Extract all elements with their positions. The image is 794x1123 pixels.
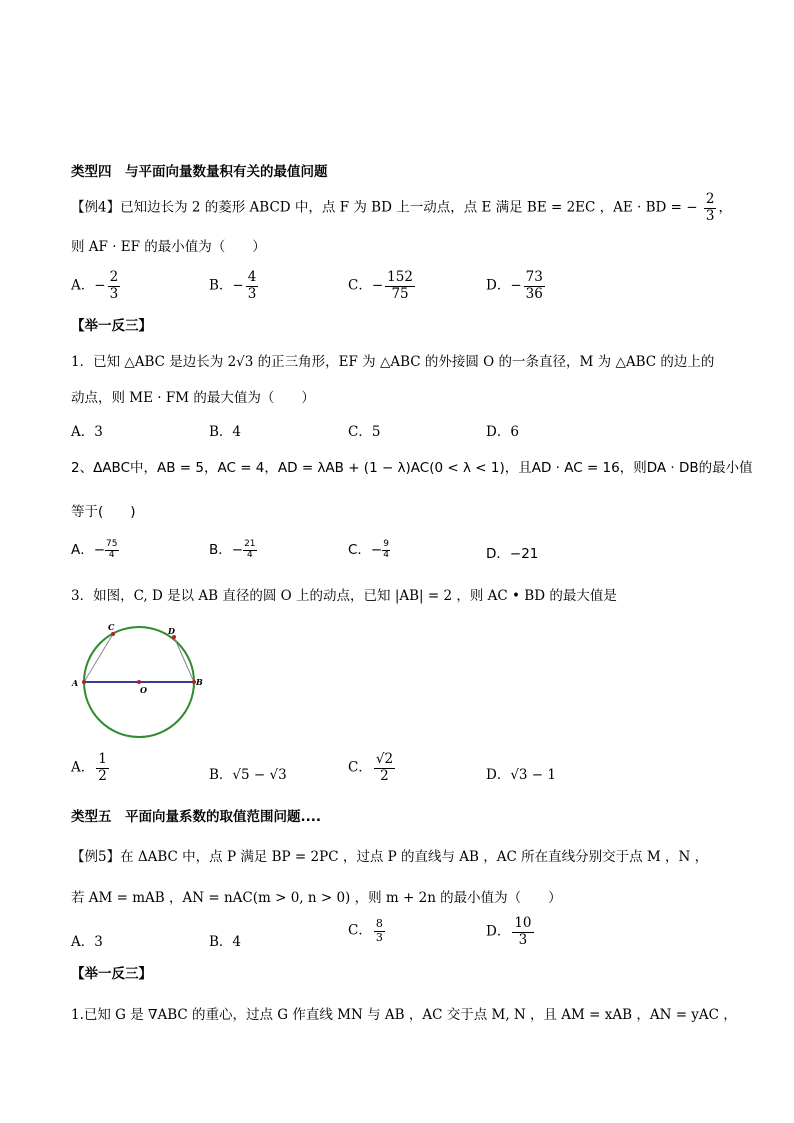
q1-line1: 1．已知 △ABC 是边长为 2√3 的正三角形，EF 为 △ABC 的外接圆 O 的一条直径，M 为 △ABC 的边上的 xyxy=(71,354,715,370)
q1-line2: 动点，则 ME · FM 的最大值为（ ） xyxy=(71,390,315,406)
ex4-option-a: A．− $\frac{2}{3}$ xyxy=(71,269,119,302)
example4-line2: 则 AF · EF 的最小值为（ ） xyxy=(71,239,266,255)
q3-line: 3．如图，C, D 是以 AB 直径的圆 O 上的动点，已知 |AB| = 2 ，则 AC • BD 的最大值是 xyxy=(71,588,617,604)
ex5-option-a: A．3 xyxy=(71,934,103,950)
q1-option-b: B．4 xyxy=(209,424,242,440)
circle-figure xyxy=(68,620,218,740)
example5-line2: 若 AM = mAB ，AN = nAC(m > 0, n > 0) ，则 m + 2n 的最小值为（ ） xyxy=(71,890,562,906)
chord-bd xyxy=(174,637,194,682)
practice-heading-2: 【举一反三】 xyxy=(71,966,152,982)
q2-line2: 等于( ) xyxy=(71,504,136,520)
ex5-option-c: C． $\frac{8}{3}$ xyxy=(348,917,383,944)
ex4-option-d: D．− $\frac{73}{36}$ xyxy=(486,269,543,302)
ex4-option-b: B．− $\frac{4}{3}$ xyxy=(209,269,257,302)
q3-option-c: C． $\frac{√2}{2}$ xyxy=(348,751,394,784)
q3-option-b: B．√5 − √3 xyxy=(209,767,287,783)
point-a xyxy=(82,680,86,684)
section-heading-type5: 类型五 平面向量系数的取值范围问题.... xyxy=(71,809,322,825)
label-c: C xyxy=(108,622,115,632)
q2-option-d: D．−21 xyxy=(486,546,539,562)
example4-fraction: $\frac{2}{3}$ xyxy=(705,191,715,224)
q1-option-c: C．5 xyxy=(348,424,381,440)
example4-line1: 【例4】已知边长为 2 的菱形 ABCD 中，点 F 为 BD 上一动点，点 E 满足 BE = 2EC ，AE · BD = − $\frac{2}{3}$ ， xyxy=(71,191,732,224)
example5-line1: 【例5】在 ΔABC 中，点 P 满足 BP = 2PC ，过点 P 的直线与 AB ，AC 所在直线分别交于点 M ，N ， xyxy=(71,849,709,865)
type5-q1-line: 1.已知 G 是 ∇ABC 的重心，过点 G 作直线 MN 与 AB ，AC 交于点 M, N ，且 AM = xAB ，AN = yAC ， xyxy=(71,1007,737,1023)
q2-line1: 2、ΔABC中，AB = 5，AC = 4，AD = λAB + (1 − λ)AC(0 < λ < 1)，且AD · AC = 16，则DA · DB的最小值 xyxy=(71,460,753,476)
practice-heading-1: 【举一反三】 xyxy=(71,318,152,334)
example4-text: 【例4】已知边长为 2 的菱形 ABCD 中，点 F 为 BD 上一动点，点 E 满足 BE = 2EC ，AE · BD = − xyxy=(71,199,698,216)
label-o: O xyxy=(140,685,147,695)
q3-option-a: A． $\frac{1}{2}$ xyxy=(71,751,107,784)
label-d: D xyxy=(168,626,175,636)
label-a: A xyxy=(72,678,79,688)
section-heading-type4: 类型四 与平面向量数量积有关的最值问题 xyxy=(71,164,328,180)
q1-option-a: A．3 xyxy=(71,424,103,440)
q3-option-d: D．√3 − 1 xyxy=(486,767,557,783)
point-c xyxy=(111,632,115,636)
q2-option-c: C．− $\frac{9}{4}$ xyxy=(348,538,389,560)
q2-option-a: A．− $\frac{75}{4}$ xyxy=(71,538,118,560)
q2-option-b: B．− $\frac{21}{4}$ xyxy=(209,538,256,560)
label-b: B xyxy=(196,677,203,687)
point-o xyxy=(137,680,141,684)
ex5-option-b: B．4 xyxy=(209,934,242,950)
ex5-option-d: D． $\frac{10}{3}$ xyxy=(486,915,532,948)
ex4-option-c: C．− $\frac{152}{75}$ xyxy=(348,269,413,302)
chord-ac xyxy=(84,634,113,682)
q1-option-d: D．6 xyxy=(486,424,519,440)
